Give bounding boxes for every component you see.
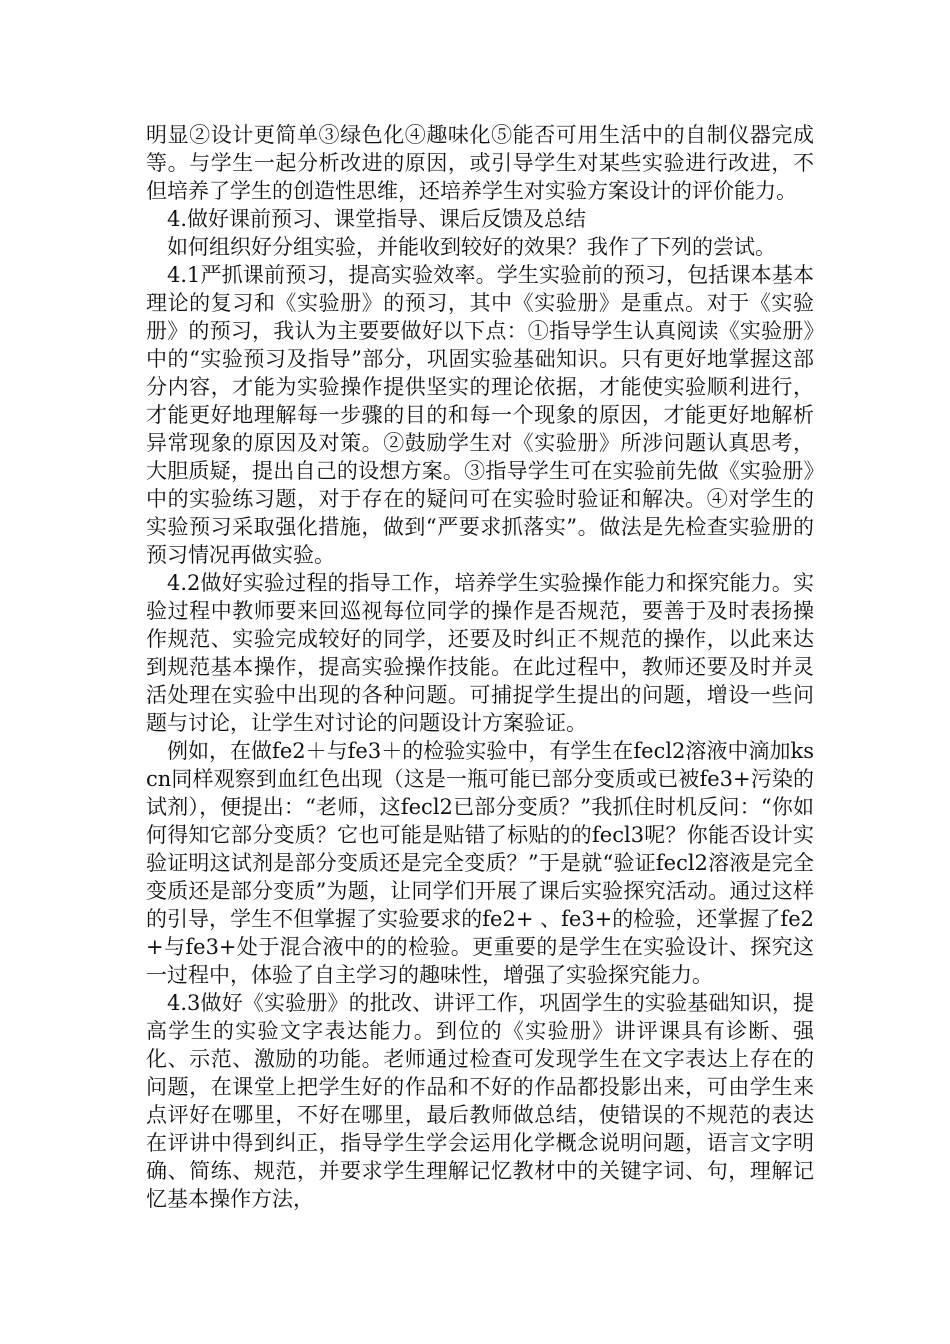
paragraph-4-2: 4.2做好实验过程的指导工作，培养学生实验操作能力和探究能力。实验过程中教师要来回巡视每位同学的操作是否规范，要善于及时表扬操作规范、实验完成较好的同学，还要及时纠正不规范的操作，以此来达到规范基本操作，提高实验操作技能。在此过程中，教师还要及时并灵活处理在实验中出现的各种问题。可捕捉学生提出的问题，增设一些问题与讨论，让学生对讨论的问题设计方案验证。 [146,571,814,735]
body-text [146,121,814,1213]
paragraph-example: 例如，在做fe2＋与fe3＋的检验实验中，有学生在fecl2溶液中滴加kscn同样观察到血红色出现（这是一瓶可能已部分变质或已被fe3+污染的试剂），便提出：“老师，这fecl2已部分变质？”我抓住时机反问：“你如何得知它部分变质？它也可能是贴错了标贴的的fecl3呢？你能否设计实验证明这试剂是部分变质还是完全变质？”于是就“验证fecl2溶液是完全变质还是部分变质”为题，让同学们开展了课后实验探究活动。通过这样的引导，学生不但掌握了实验要求的fe2+ 、fe3+的检验，还掌握了fe2+与fe3+处于混合液中的的检验。更重要的是学生在实验设计、探究这一过程中，体验了自主学习的趣味性，增强了实验探究能力。 [146,739,814,987]
section-heading-4: 4.做好课前预习、课堂指导、课后反馈及总结 [167,207,587,231]
paragraph-continuation: 明显②设计更简单③绿色化④趣味化⑤能否可用生活中的自制仪器完成等。与学生一起分析改进的原因，或引导学生对某些实验进行改进，不但培养了学生的创造性思维，还培养学生对实验方案设计的评价能力。 [146,123,814,203]
paragraph-4-3: 4.3做好《实验册》的批改、讲评工作，巩固学生的实验基础知识，提高学生的实验文字表达能力。到位的《实验册》讲评课具有诊断、强化、示范、激励的功能。老师通过检查可发现学生在文字表达上存在的问题，在课堂上把学生好的作品和不好的作品都投影出来，可由学生来点评好在哪里，不好在哪里，最后教师做总结，使错误的不规范的表达在评讲中得到纠正，指导学生学会运用化学概念说明问题，语言文字明确、简练、规范，并要求学生理解记忆教材中的关键字词、句，理解记忆基本操作方法， [146,991,814,1211]
paragraph-intro: 如何组织好分组实验，并能收到较好的效果？我作了下列的尝试。 [167,235,776,259]
paragraph-4-1: 4.1严抓课前预习，提高实验效率。学生实验前的预习，包括课本基本理论的复习和《实验册》的预习，其中《实验册》是重点。对于《实验册》的预习，我认为主要要做好以下点：①指导学生认真阅读《实验册》中的“实验预习及指导”部分，巩固实验基础知识。只有更好地掌握这部分内容，才能为实验操作提供坚实的理论依据，才能使实验顺利进行，才能更好地理解每一步骤的目的和每一个现象的原因，才能更好地解析异常现象的原因及对策。②鼓励学生对《实验册》所涉问题认真思考，大胆质疑，提出自己的设想方案。③指导学生可在实验前先做《实验册》中的实验练习题，对于存在的疑问可在实验时验证和解决。④对学生的实验预习采取强化措施，做到“严要求抓落实”。做法是先检查实验册的预习情况再做实验。 [146,263,814,567]
